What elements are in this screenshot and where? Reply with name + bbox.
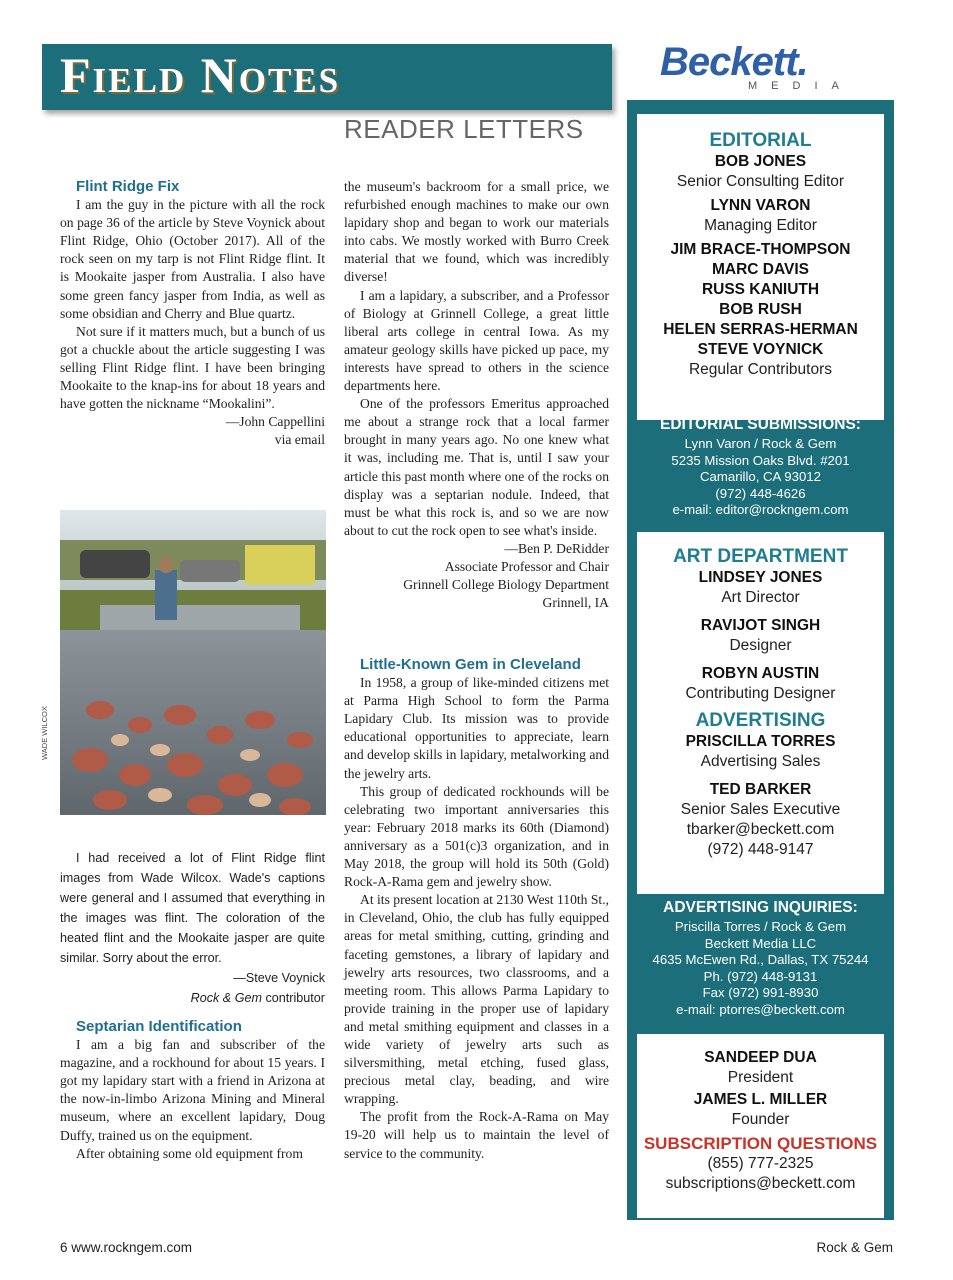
- staff-name: TED BARKER: [709, 781, 812, 798]
- staff-name: LYNN VARON: [710, 197, 811, 214]
- staff-role: Senior Consulting Editor: [676, 173, 845, 190]
- letter-paragraph: Not sure if it matters much, but a bunch of us got a chuckle about the article suggesting I was selling Flint Ridge flint. I have been bringing Mookaite to the knap-ins for about 18 years and have gotten the nickname “Mookalini”.: [60, 323, 325, 412]
- submissions-heading: EDITORIAL SUBMISSIONS:: [660, 416, 861, 433]
- art-heading: ART DEPARTMENT: [673, 546, 848, 567]
- submissions-line: (972) 448-4626: [715, 485, 806, 501]
- staff-name: BOB JONES: [714, 153, 807, 170]
- section-title: READER LETTERS: [344, 114, 584, 144]
- letter-paragraph: One of the professors Emeritus approached me about a strange rock that a local farmer brought in many years ago. No one knew what it was, including me. That is, until I saw your article this past month where one of the rocks on display was a septarian nodule. Indeed, that must be what this rock is, and so we are now about to cut the rock open to see what's inside.: [344, 396, 609, 538]
- contributor-name: BOB RUSH: [719, 301, 802, 318]
- inquiries-line: Beckett Media LLC: [704, 935, 817, 951]
- contributor-name: MARC DAVIS: [711, 261, 810, 278]
- staff-role: Contributing Designer: [685, 685, 836, 702]
- letter-septarian-part2: [344, 178, 609, 612]
- staff-email[interactable]: tbarker@beckett.com: [686, 821, 835, 838]
- inquiries-heading: ADVERTISING INQUIRIES:: [663, 899, 858, 916]
- signature: —Ben P. DeRidder: [504, 540, 609, 556]
- page-title: Field Notes: [60, 47, 341, 103]
- reply-text: I had received a lot of Flint Ridge flint images from Wade Wilcox. Wade's captions were general and I assumed that everything in the images was flint. The coloration of the heated flint and the Mookaite jasper are quite similar. Sorry about the error.: [60, 851, 325, 965]
- staff-role: Art Director: [721, 589, 800, 606]
- subscription-email[interactable]: subscriptions@beckett.com: [665, 1175, 856, 1192]
- editor-reply: [60, 848, 325, 1008]
- subscription-heading: SUBSCRIPTION QUESTIONS: [643, 1134, 878, 1153]
- signature: Associate Professor and Chair: [444, 558, 609, 574]
- staff-name: ROBYN AUSTIN: [701, 665, 820, 682]
- letter-paragraph: In 1958, a group of like-minded citizens met at Parma High School to form the Parma Lapidary Club. Its mission was to provide educational opportunities to appreciate, learn and develop skills in lapidary, metalworking and the jewelry arts.: [344, 675, 609, 781]
- letter-septarian-part1: [60, 1018, 325, 1163]
- inquiries-line: Ph. (972) 448-9131: [703, 968, 818, 984]
- subscription-phone: (855) 777-2325: [707, 1155, 814, 1172]
- inquiries-line: Fax (972) 991-8930: [702, 985, 819, 1000]
- staff-role: Senior Sales Executive: [680, 801, 841, 818]
- executive-name: JAMES L. MILLER: [693, 1091, 828, 1108]
- executive-box: [637, 1034, 884, 1218]
- letter-paragraph: After obtaining some old equipment from: [76, 1145, 303, 1161]
- advertising-inquiries: [627, 899, 894, 1018]
- inquiries-line: Priscilla Torres / Rock & Gem: [674, 919, 847, 934]
- letter-heading: Septarian Identification: [76, 1018, 242, 1035]
- art-advertising-box: [637, 532, 884, 894]
- signature: Grinnell, IA: [542, 595, 609, 611]
- footer-folio: 6 www.rockngem.com: [60, 1240, 193, 1255]
- staff-name: LINDSEY JONES: [698, 569, 823, 586]
- signature-role: contributor: [262, 991, 325, 1005]
- staff-role: Regular Contributors: [688, 361, 832, 378]
- masthead-sidebar: [627, 100, 894, 1220]
- logo-media: MEDIA: [748, 80, 853, 92]
- submissions-line: Camarillo, CA 93012: [700, 469, 821, 484]
- advertising-heading: ADVERTISING: [695, 710, 826, 731]
- header-banner: [42, 44, 612, 110]
- letter-flint-ridge: [60, 178, 325, 449]
- staff-role: Designer: [729, 637, 792, 654]
- letter-paragraph: I am a lapidary, a subscriber, and a Professor of Biology at Grinnell College, a great little liberal arts college in central Iowa. As my amateur geology skills have picked up pace, my interests have spread to others in the science departments here.: [344, 287, 609, 394]
- beckett-media-logo: [660, 40, 860, 95]
- contributor-name: HELEN SERRAS-HERMAN: [663, 321, 858, 338]
- editorial-submissions: [627, 416, 894, 519]
- submissions-line: 5235 Mission Oaks Blvd. #201: [671, 452, 850, 468]
- staff-name: RAVIJOT SINGH: [700, 617, 821, 634]
- photo-credit: WADE WILCOX: [40, 706, 49, 760]
- executive-name: SANDEEP DUA: [704, 1049, 817, 1066]
- logo-word: Beckett.: [660, 40, 808, 84]
- publication-name: Rock & Gem: [190, 991, 262, 1005]
- signature: Grinnell College Biology Department: [403, 577, 609, 593]
- submissions-email[interactable]: e-mail: editor@rockngem.com: [672, 502, 849, 517]
- letter-paragraph: At its present location at 2130 West 110th St., in Cleveland, Ohio, the club has fully equipped areas for metal smithing, cutting, grinding and faceting gemstones, a library of lapidary and jewelry arts resources, two classrooms, and a meeting room. This allows Parma Lapidary to provide training in the proper use of lapidary and metal smithing equipment and classes in a wide variety of jewelry arts such as silversmithing, metal etching, fused glass, precious metal clay, beading, and wire wrapping.: [344, 892, 609, 1107]
- contributor-name: RUSS KANIUTH: [701, 281, 820, 298]
- signature: via email: [274, 432, 325, 448]
- inquiries-line: 4635 McEwen Rd., Dallas, TX 75244: [652, 952, 869, 967]
- letter-heading: Flint Ridge Fix: [76, 178, 180, 195]
- staff-phone: (972) 448-9147: [707, 841, 814, 858]
- letter-heading: Little-Known Gem in Cleveland: [360, 656, 581, 673]
- executive-role: President: [727, 1069, 794, 1086]
- letter-paragraph: This group of dedicated rockhounds will be celebrating two important anniversaries this year: February 2018 marks its 60th (Diamond) anniversary as a 501(c)3 organization, and in May 2018, the group will hold its 50th (Gold) Rock-A-Rama gem and jewelry show.: [344, 783, 609, 890]
- tarp-photo: [60, 510, 326, 815]
- editorial-heading: EDITORIAL: [709, 130, 812, 151]
- letter-cleveland: [344, 656, 609, 1163]
- signature: [60, 988, 325, 1008]
- staff-role: Advertising Sales: [700, 753, 821, 770]
- letter-paragraph: the museum's backroom for a small price, we refurbished enough machines to make our own lapidary shop and began to work our materials into cabs. We mostly worked with Burro Creek material that we found, which was incredibly diverse!: [344, 179, 609, 285]
- signature: —Steve Voynick: [233, 971, 325, 985]
- photo-image: [60, 510, 326, 815]
- staff-name: PRISCILLA TORRES: [685, 733, 836, 750]
- signature: —John Cappellini: [225, 414, 325, 430]
- staff-role: Managing Editor: [704, 217, 817, 234]
- executive-role: Founder: [731, 1111, 790, 1128]
- editorial-box: [637, 114, 884, 420]
- letter-paragraph: The profit from the Rock-A-Rama on May 19-20 will help us to maintain the level of service to the community.: [344, 1109, 609, 1161]
- contributor-name: JIM BRACE-THOMPSON: [670, 241, 851, 258]
- inquiries-email[interactable]: e-mail: ptorres@beckett.com: [676, 1001, 845, 1017]
- letter-paragraph: I am a big fan and subscriber of the magazine, and a rockhound for about 15 years. I got my lapidary start with a friend in Arizona at the now-in-limbo Arizona Mining and Mineral museum, where an excellent lapidary, Doug Duffy, trained us on the equipment.: [60, 1037, 325, 1143]
- footer-publication: Rock & Gem: [816, 1240, 893, 1255]
- submissions-line: Lynn Varon / Rock & Gem: [684, 436, 837, 451]
- letter-paragraph: I am the guy in the picture with all the rock on page 36 of the article by Steve Voynick about Flint Ridge, Ohio (October 2017). All of the rock seen on my tarp is not Flint Ridge flint. It is Mookaite jasper from Australia. I also have some green fancy jasper from India, as well as some obsidian and Cherry and Blue quartz.: [60, 197, 325, 321]
- contributor-name: STEVE VOYNICK: [697, 341, 824, 358]
